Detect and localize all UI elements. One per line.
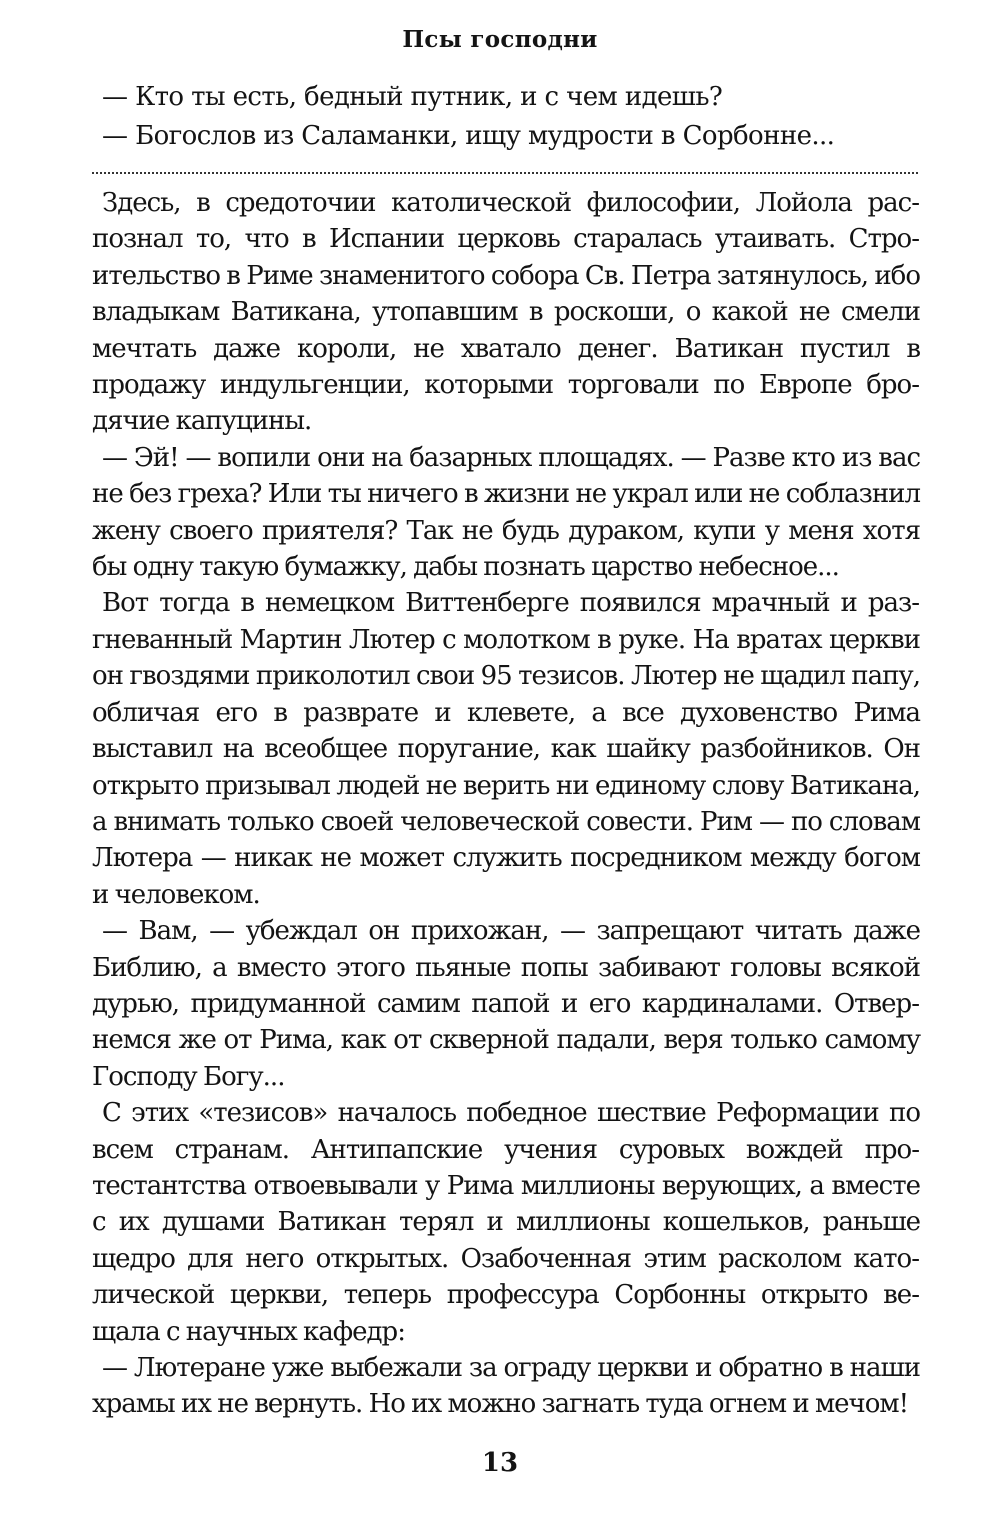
paragraph: — Лютеране уже выбежали за ограду церкви и обратно в наши храмы их не вернуть. Но их можно загнать туда огнем и мечом! bbox=[92, 1353, 920, 1420]
paragraph: С этих «тезисов» началось победное шествие Реформации по всем странам. Антипапские учения суровых вождей протестантства отвоевывали у Рима миллионы верующих, а вместе с их душами Ватикан терял и миллионы кошельков, раньше щедро для него открытых. Озабоченная этим расколом католической церкви, теперь профессура Сорбонны открыто вещала с научных кафедр: bbox=[92, 1098, 920, 1347]
epigraph bbox=[92, 78, 932, 156]
epigraph-line: — Богослов из Саламанки, ищу мудрости в Сорбонне... bbox=[102, 121, 835, 151]
body-text bbox=[92, 185, 920, 1423]
paragraph: — Вам, — убеждал он прихожан, — запрещают читать даже Библию, а вместо этого пьяные попы забивают головы всякой дурью, придуманной самим папой и его кардиналами. Отвернемся же от Рима, как от скверной падали, веря только самому Господу Богу... bbox=[92, 916, 920, 1092]
running-head: Псы господни bbox=[402, 26, 598, 53]
page-number: 13 bbox=[481, 1448, 519, 1478]
epigraph-line: — Кто ты есть, бедный путник, и с чем идешь? bbox=[102, 82, 723, 112]
paragraph: — Эй! — вопили они на базарных площадях. — Разве кто из вас не без греха? Или ты ничего в жизни не украл или не соблазнил жену своего приятеля? Так не будь дураком, купи у меня хотя бы одну такую бумажку, дабы познать царство небесное... bbox=[92, 442, 920, 583]
paragraph: Вот тогда в немецком Виттенберге появился мрачный и разгневанный Мартин Лютер с молотком в руке. На вратах церкви он гвоздями приколотил свои 95 тезисов. Лютер не щадил папу, обличая его в разврате и клевете, а все духовенство Рима выставил на всеобщее поругание, как шайку разбойников. Он открыто призывал людей не верить ни единому слову Ватикана, а внимать только своей человеческой совести. Рим — по словам Лютера — никак не может служить посредником между богом и человеком. bbox=[92, 588, 920, 910]
paragraph: Здесь, в средоточии католической философии, Лойола распознал то, что в Испании церковь старалась утаивать. Строительство в Риме знаменитого собора Св. Петра затянулось, ибо владыкам Ватикана, утопавшим в роскоши, о какой не смели мечтать даже короли, не хватало денег. Ватикан пустил в продажу индульгенции, которыми торговали по Европе бродячие капуцины. bbox=[92, 188, 920, 437]
dotted-divider bbox=[92, 172, 918, 174]
